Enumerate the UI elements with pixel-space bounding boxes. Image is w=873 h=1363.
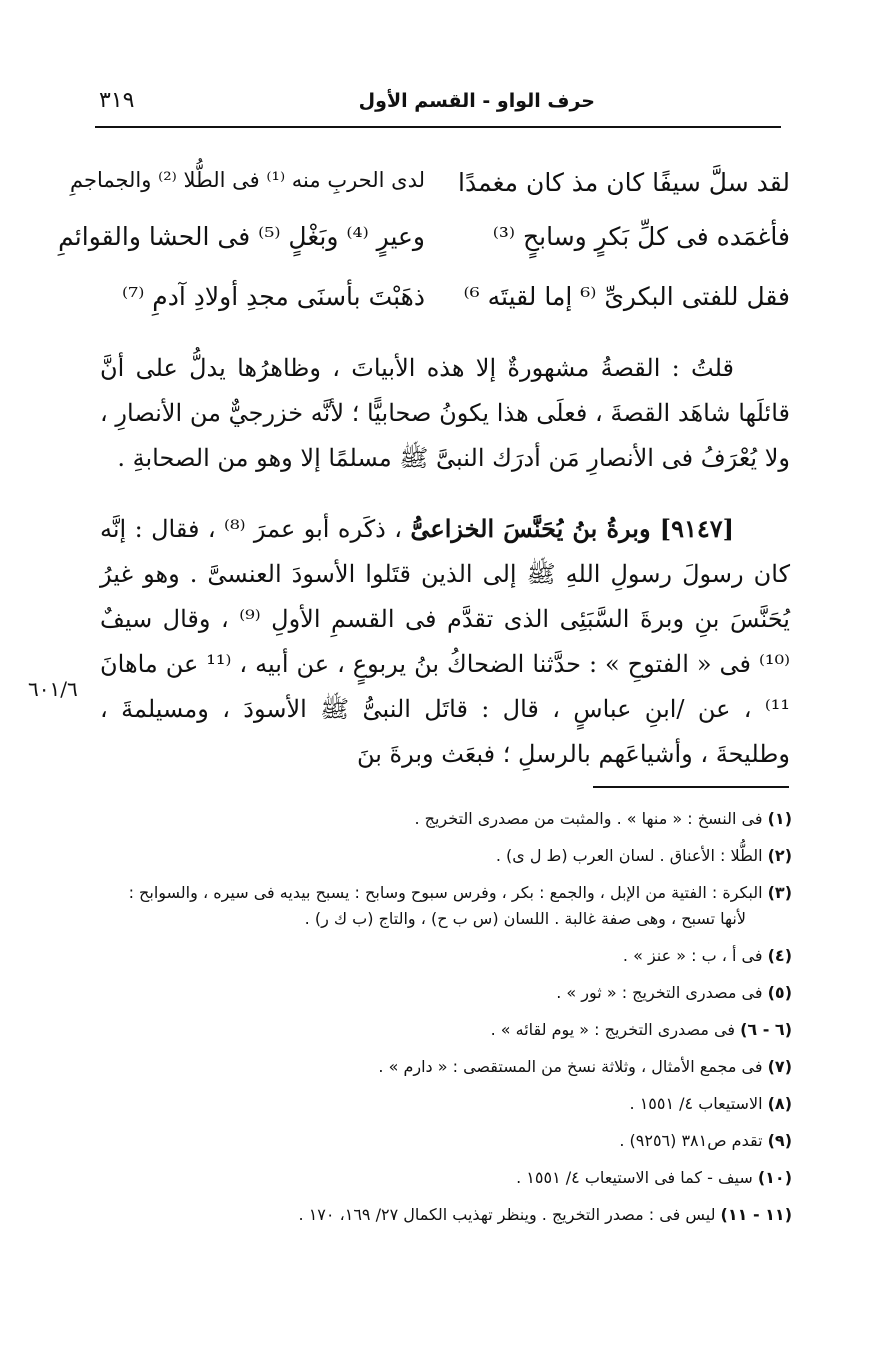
commentary-paragraph bbox=[100, 346, 790, 481]
running-header bbox=[95, 88, 780, 122]
entry-paragraph bbox=[100, 506, 790, 777]
footnote: (٧) فى مجمع الأمثال ، وثلاثة نسخ من المستقصى : « دارم » . bbox=[378, 1057, 792, 1076]
footnote: (٨) الاستيعاب ٤/ ١٥٥١ . bbox=[629, 1094, 792, 1113]
entry-heading: [٩١٤٧] وبرةُ بنُ يُحَنَّسَ الخزاعىُّ bbox=[410, 514, 734, 543]
verse-2-second-hemistich: وعيرٍ ⁽⁴⁾ وبَغْلٍ ⁽⁵⁾ فى الحشا والقوائمِ bbox=[58, 222, 425, 251]
verse-2-first-hemistich: فأغمَده فى كلِّ بَكرٍ وسابحٍ ⁽³⁾ bbox=[492, 222, 790, 251]
verse-line-3 bbox=[100, 282, 790, 332]
verse-1-second-hemistich: لدى الحربِ منه ⁽¹⁾ فى الطُّلا ⁽²⁾ والجماجمِ bbox=[69, 168, 425, 192]
footnote: (٦ - ٦) فى مصدرى التخريج : « يوم لقائه » . bbox=[490, 1020, 792, 1039]
commentary-text: قلتُ : القصةُ مشهورةٌ إلا هذه الأبياتَ ، وظاهرُها يدلُّ على أنَّ قائلَها شاهَد القصةَ ، فعلَى هذا يكونُ صحابيًّا ؛ لأنَّه خزرجيٌّ من الأنصارِ ، ولا يُعْرَفُ فى الأنصارِ مَن أدرَك النبىَّ ﷺ مسلمًا إلا وهو من الصحابةِ . bbox=[100, 354, 790, 472]
footnote-continuation: لأنها تسبح ، وهى صفة غالبة . اللسان (س ب ح) ، والتاج (ب ك ر) . bbox=[304, 909, 746, 928]
footnote: (٣) البكرة : الفتية من الإبل ، والجمع : بكر ، وفرس سبوح وسابح : يسبح بيديه فى سيره ، والسوابح : لأنها تسبح ، وهى صفة غالبة . اللسان (س ب ح) ، والتاج (ب ك ر) . bbox=[100, 880, 792, 932]
footnote: (٢) الطُّلا : الأعناق . لسان العرب (ط ل ى) . bbox=[495, 846, 792, 865]
entry-text: ، ذكَره أبو عمرَ ⁽⁸⁾ ، فقال : إنَّه كان رسولَ رسولِ اللهِ ﷺ إلى الذين قتَلوا الأسودَ العنسىَّ . وهو غيرُ يُحَنَّسَ بنِ وبرةَ السَّبَئِى الذى تقدَّم فى القسمِ الأولِ ⁽⁹⁾ ، وقال سيفٌ ⁽¹⁰⁾ فى « الفتوحِ » : حدَّثنا الضحاكُ بنُ يربوعٍ ، عن أبيه ، ⁽¹¹ عن ماهانَ ¹¹⁾ ، عن /ابنِ عباسٍ ، قال : قاتَل النبىُّ ﷺ الأسودَ ، ومسيلمةَ ، وطليحةَ ، وأشياعَهم بالرسلِ ؛ فبعَث وبرةَ بنَ bbox=[100, 515, 790, 768]
header-rule bbox=[95, 126, 781, 128]
footnote: (٥) فى مصدرى التخريج : « ثور » . bbox=[556, 983, 792, 1002]
verse-3-first-hemistich: فقل للفتى البكرىِّ ⁽⁶ إما لقيتَه ⁶⁾ bbox=[463, 282, 790, 311]
page-number: ٣١٩ bbox=[99, 88, 135, 113]
verse-line-2 bbox=[58, 222, 790, 272]
margin-reference: ٦٠١/٦ bbox=[28, 677, 78, 701]
verse-line-1 bbox=[69, 168, 790, 218]
footnote: (١) فى النسخ : « منها » . والمثبت من مصدرى التخريج . bbox=[414, 809, 792, 828]
verse-3-second-hemistich: ذهَبْتَ بأسنَى مجدِ أولادِ آدمِ ⁽⁷⁾ bbox=[122, 282, 425, 311]
footnote: (١٠) سيف - كما فى الاستيعاب ٤/ ١٥٥١ . bbox=[516, 1168, 792, 1187]
footnote-rule bbox=[593, 786, 789, 788]
header-title: حرف الواو - القسم الأول bbox=[358, 90, 595, 112]
footnote: (٩) تقدم ص٣٨١ (٩٢٥٦) . bbox=[619, 1131, 792, 1150]
footnotes bbox=[100, 806, 792, 1239]
footnote: (٤) فى أ ، ب : « عنز » . bbox=[622, 946, 792, 965]
verse-1-first-hemistich: لقد سلَّ سيفًا كان مذ كان مغمدًا bbox=[458, 168, 790, 197]
footnote: (١١ - ١١) ليس فى : مصدر التخريج . وينظر تهذيب الكمال ٢٧/ ١٦٩، ١٧٠ . bbox=[298, 1205, 792, 1224]
